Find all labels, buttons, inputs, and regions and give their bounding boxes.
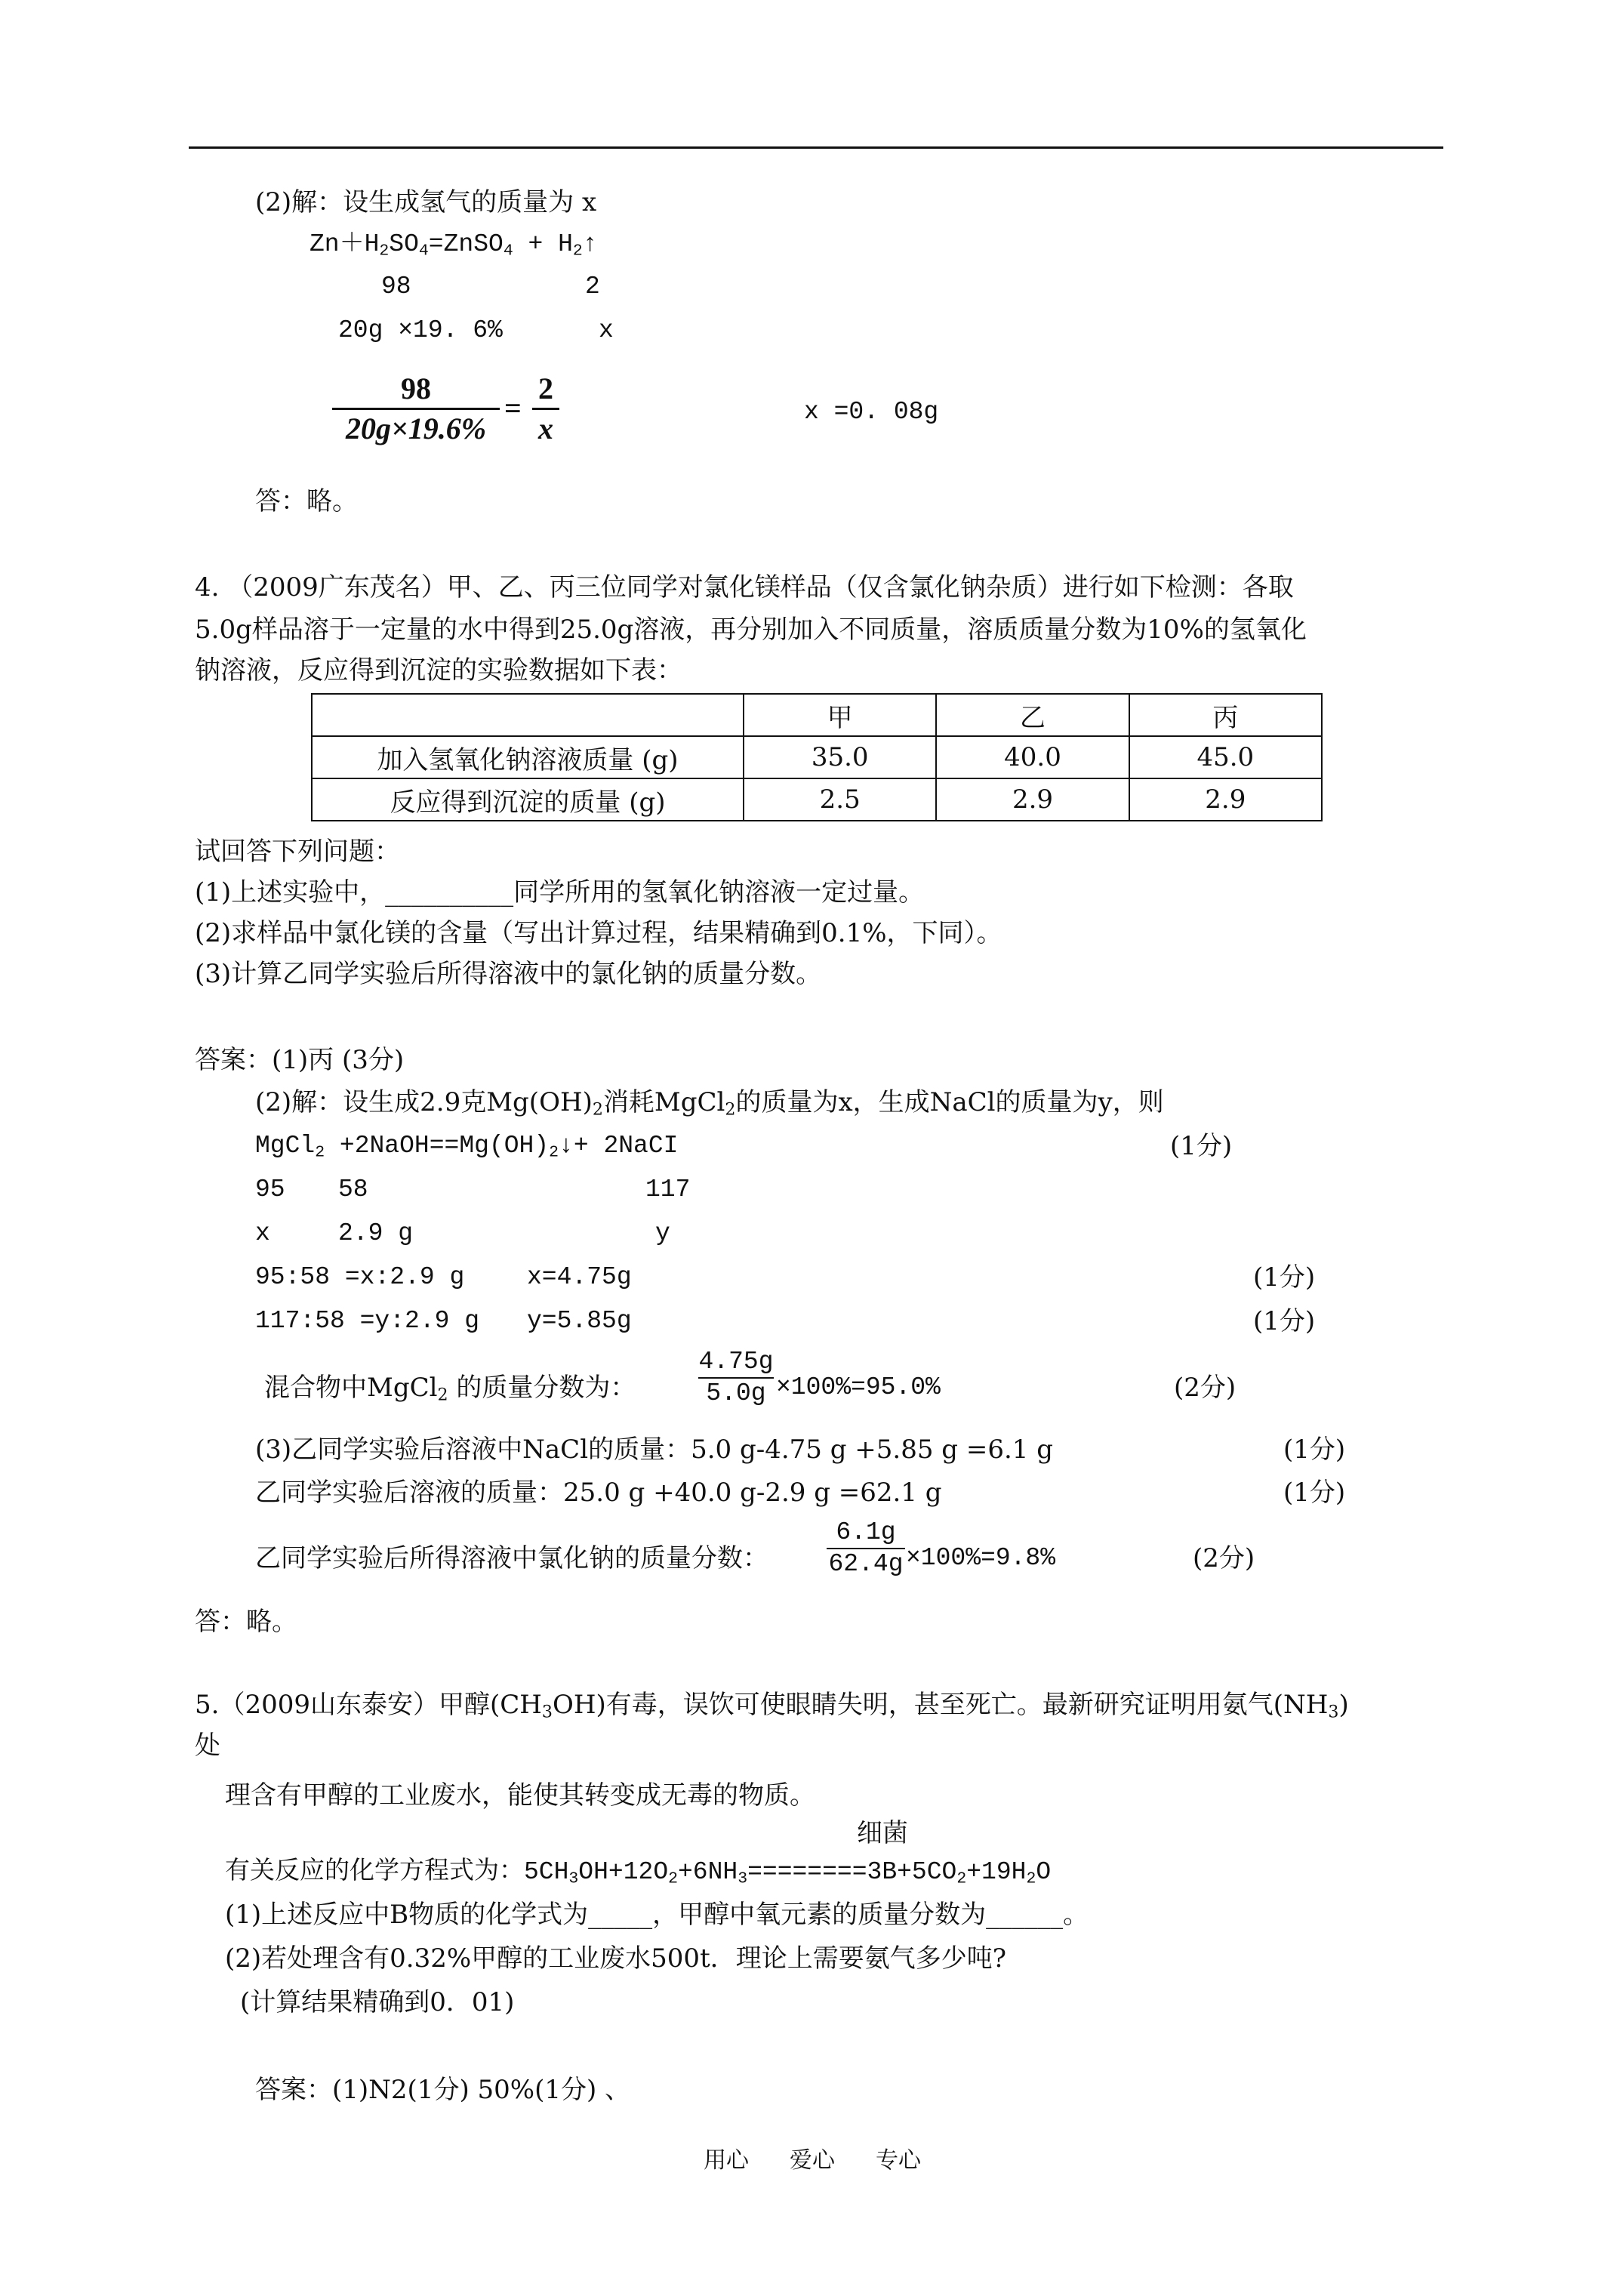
q5-ask2: (2)若处理含有0.32%甲醇的工业废水500t．理论上需要氨气多少吨? [225, 1943, 1006, 1974]
q4-ask: 试回答下列问题： [195, 837, 400, 867]
q3-result: x =0. 08g [804, 398, 939, 426]
table-cell: 35.0 [744, 736, 936, 778]
q4-score: (1分) [1253, 1306, 1316, 1336]
q5-text-line1: 5.（2009山东泰安）甲醇$(CH_3OH)$有毒，误饮可使眼睛失明，甚至死亡。最新研究证明用氨气$(NH_3)$ [195, 1690, 1349, 1722]
table-header-row [312, 694, 1322, 736]
q4-text-line1: 4. （2009广东茂名）甲、乙、丙三位同学对氯化镁样品（仅含氯化钠杂质）进行如下检测：各取 [195, 572, 1294, 603]
q4-score: (1分) [1283, 1435, 1346, 1465]
q3-fraction-left: 98 20g×19.6% [332, 370, 500, 448]
q4-answer: 答：略。 [195, 1607, 297, 1637]
q5-ask1: (1)上述反应中B物质的化学式为_____，甲醇中氧元素的质量分数为______。 [225, 1900, 1089, 1930]
q4-ratio2: 117:58 =y:2.9 g [255, 1307, 480, 1335]
table-cell: 2.9 [936, 778, 1129, 821]
table-header-cell: 丙 [1129, 694, 1322, 736]
q4-mass-58: 58 [338, 1176, 368, 1203]
q4-answer1: 答案：(1)丙 (3分) [195, 1045, 405, 1075]
q3-unknown: x [599, 316, 614, 344]
q5-answer: 答案：(1)N2(1分) 50%(1分) 、 [255, 2075, 631, 2105]
footer-word: 用心 [704, 2147, 749, 2174]
q5-bacteria: 细菌 [857, 1818, 908, 1848]
q4-mass-117: 117 [645, 1176, 691, 1203]
q4-text-line2: 5.0g样品溶于一定量的水中得到25.0g溶液，再分别加入不同质量，溶质质量分数为10%的氢氧化 [195, 615, 1307, 645]
table-cell: 2.9 [1129, 778, 1322, 821]
footer-word: 专心 [876, 2147, 921, 2174]
q4-part3-fraction: 6.1g 62.4g [827, 1518, 905, 1579]
table-cell: 40.0 [936, 736, 1129, 778]
q4-score: (1分) [1283, 1478, 1346, 1508]
q3-mass-98: 98 [381, 273, 411, 300]
q4-var-x: x [255, 1219, 270, 1247]
q4-data-table [311, 693, 1323, 821]
q4-ask2: (2)求样品中氯化镁的含量（写出计算过程，结果精确到0.1%，下同）。 [195, 918, 1002, 948]
footer-word: 爱心 [790, 2147, 835, 2174]
q3-mass-2: 2 [585, 273, 600, 300]
q3-intro: (2)解：设生成氢气的质量为 x [255, 187, 597, 217]
table-header-cell [312, 694, 744, 736]
q4-result2: y=5.85g [527, 1307, 632, 1335]
q4-mix-label: 混合物中MgCl$_2$ 的质量分数为： [264, 1373, 636, 1405]
q3-equation: $Zn+H_2SO_4=ZnSO_4$ + $H_2↑$ [310, 230, 598, 260]
q4-var-y: y [655, 1219, 670, 1247]
q5-equation: 有关反应的化学方程式为：$5CH_3OH+12O_2+6NH_3========3B+5CO_2+19H_2O$ [225, 1858, 1052, 1888]
q4-part3-line2: 乙同学实验后溶液的质量：25.0 g +40.0 g-2.9 g =62.1 g [255, 1478, 942, 1508]
q4-part3-line1: (3)乙同学实验后溶液中NaCl的质量：5.0 g-4.75 g +5.85 g =6.1 g [255, 1435, 1053, 1465]
q4-mix-fraction: 4.75g 5.0g [698, 1348, 774, 1407]
table-header-cell: 乙 [936, 694, 1129, 736]
q4-part3-line3: 乙同学实验后所得溶液中氯化钠的质量分数： [255, 1543, 768, 1573]
q4-ask3: (3)计算乙同学实验后所得溶液中的氯化钠的质量分数。 [195, 959, 822, 989]
header-rule [189, 146, 1443, 149]
q4-ask1: (1)上述实验中，__________同学所用的氢氧化钠溶液一定过量。 [195, 877, 925, 908]
q4-part3-result: ×100%=9.8% [906, 1544, 1056, 1572]
table-cell: 反应得到沉淀的质量 (g) [312, 778, 744, 821]
q4-answer2-intro: (2)解：设生成2.9克$Mg(OH)_2$消耗MgCl$_2$的质量为x，生成NaCl的质量为y，则 [255, 1087, 1164, 1120]
q4-mass-95: 95 [255, 1176, 285, 1203]
q4-mix-result: ×100%=95.0% [776, 1373, 941, 1401]
q4-result1: x=4.75g [527, 1263, 632, 1291]
table-row [312, 736, 1322, 778]
q5-text-line2: 处 [195, 1730, 220, 1761]
table-row [312, 778, 1322, 821]
q4-score: (2分) [1174, 1373, 1236, 1403]
q4-var-29: 2.9 g [338, 1219, 414, 1247]
q4-score: (1分) [1170, 1131, 1233, 1161]
q5-text-line3: 理含有甲醇的工业废水，能使其转变成无毒的物质。 [225, 1780, 815, 1811]
q4-score: (1分) [1253, 1262, 1316, 1293]
q4-equation: MgCl$_2$ $+2NaOH==Mg(OH)_2↓+$ 2NaCI [255, 1132, 679, 1162]
table-cell: 2.5 [744, 778, 936, 821]
table-cell: 45.0 [1129, 736, 1322, 778]
q3-given: 20g ×19. 6% [338, 316, 503, 344]
q5-ask3: (计算结果精确到0．01) [240, 1987, 515, 2017]
q3-answer: 答：略。 [255, 486, 358, 516]
table-cell: 加入氢氧化钠溶液质量 (g) [312, 736, 744, 778]
q3-fraction-right: 2 x [532, 370, 559, 448]
q4-text-line3: 钠溶液，反应得到沉淀的实验数据如下表： [195, 655, 682, 686]
q4-ratio1: 95:58 =x:2.9 g [255, 1263, 465, 1291]
q4-score: (2分) [1193, 1543, 1255, 1573]
q3-equals: = [504, 391, 522, 425]
table-header-cell: 甲 [744, 694, 936, 736]
